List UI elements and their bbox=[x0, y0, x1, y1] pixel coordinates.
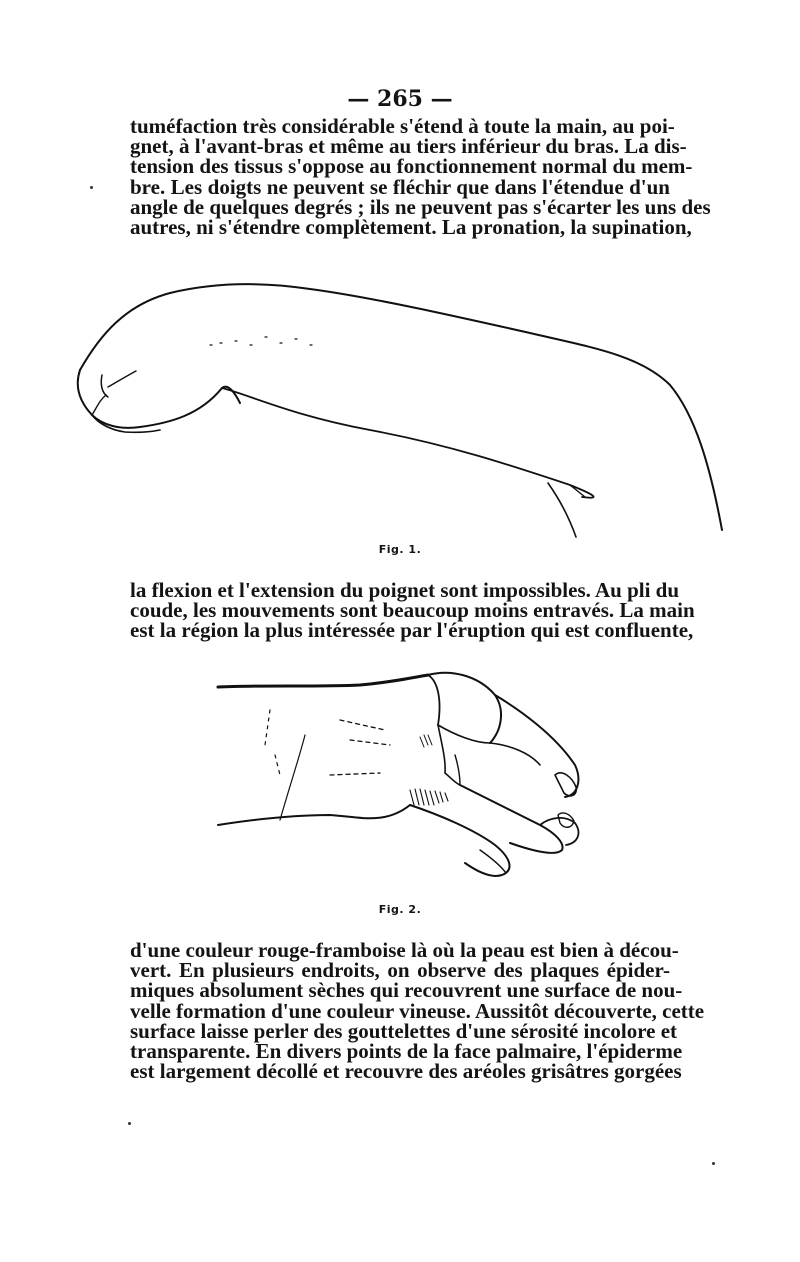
print-speck bbox=[128, 1122, 131, 1125]
text-line: d'une couleur rouge-framboise là où la peau est bien à décou- bbox=[130, 938, 679, 962]
text-line: velle formation d'une couleur vineuse. Aussitôt découverte, cette bbox=[130, 998, 705, 1023]
text-line: autres, ni s'étendre complètement. La pronation, la supination, bbox=[130, 215, 692, 240]
text-line: gnet, à l'avant-bras et même au tiers inférieur du bras. La dis- bbox=[130, 134, 687, 159]
print-speck bbox=[712, 1162, 715, 1165]
figure-2-caption: Fig. 2. bbox=[378, 903, 422, 916]
page-number: — 265 — bbox=[347, 86, 453, 112]
figure-1-caption: Fig. 1. bbox=[378, 543, 422, 556]
print-speck bbox=[90, 186, 93, 189]
text-line: tension des tissus s'oppose au fonctionnement normal du mem- bbox=[130, 154, 693, 179]
text-line: angle de quelques degrés ; ils ne peuvent pas s'écarter les uns des bbox=[130, 194, 711, 219]
text-line: miques absolument sèches qui recouvrent une surface de nou- bbox=[130, 978, 683, 1003]
paragraph-3 bbox=[130, 938, 705, 1084]
text-line: est la région la plus intéressée par l'éruption qui est confluente, bbox=[130, 618, 694, 643]
text-line: transparente. En divers points de la face palmaire, l'épiderme bbox=[130, 1039, 683, 1064]
paragraph-2 bbox=[130, 578, 695, 643]
figure-1-illustration bbox=[70, 275, 730, 540]
text-line: la flexion et l'extension du poignet sont impossibles. Au pli du bbox=[130, 578, 680, 602]
text-line: bre. Les doigts ne peuvent se fléchir que dans l'étendue d'un bbox=[130, 174, 670, 199]
text-line: vert. En plusieurs endroits, on observe des plaques épider- bbox=[130, 958, 670, 983]
figure-2-illustration bbox=[210, 665, 590, 885]
text-line: est largement décollé et recouvre des aréoles grisâtres gorgées bbox=[130, 1059, 682, 1084]
text-line: coude, les mouvements sont beaucoup moins entravés. La main bbox=[130, 598, 695, 623]
text-line: surface laisse perler des gouttelettes d'une sérosité incolore et bbox=[130, 1018, 678, 1043]
paragraph-1 bbox=[130, 114, 711, 240]
text-line: tuméfaction très considérable s'étend à toute la main, au poi- bbox=[130, 114, 675, 138]
